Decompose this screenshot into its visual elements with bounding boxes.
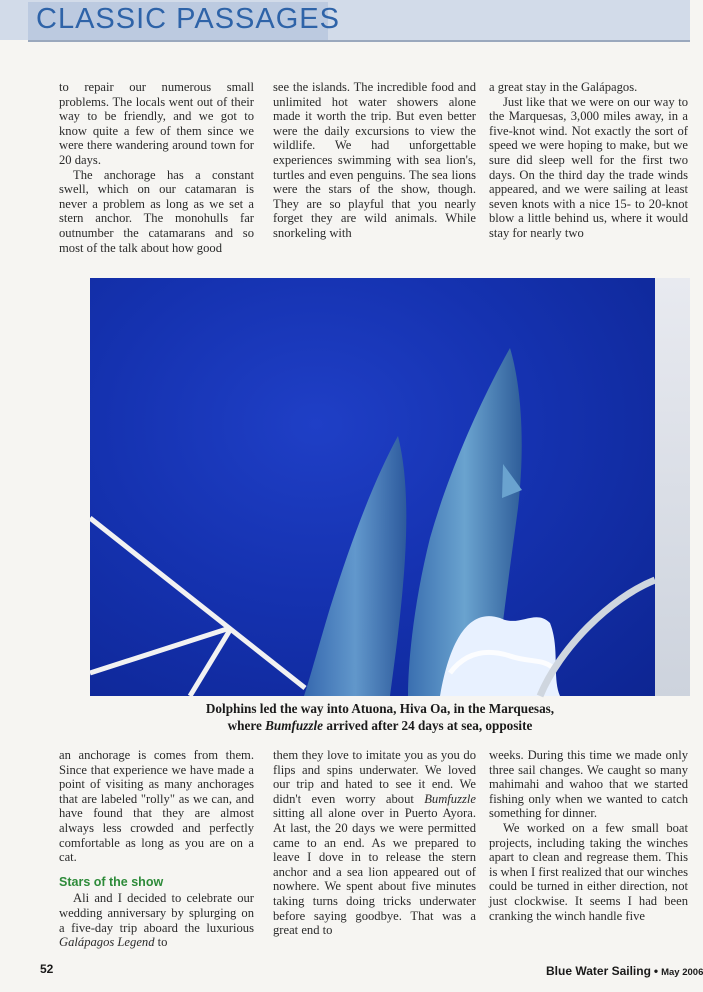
bottom-column-2: [273, 748, 476, 960]
caption-text: arrived after 24 days at sea, opposite: [323, 718, 533, 733]
paragraph-text: to: [154, 935, 168, 950]
paragraph: weeks. During this time we made only three sail changes. We caught so many mahimahi and wahoo that we started fishing only when we wanted to catch something for dinner.: [489, 748, 688, 821]
running-footer: [546, 964, 703, 978]
footer-separator: •: [653, 964, 659, 978]
caption-line-1: Dolphins led the way into Atuona, Hiva Oa, in the Marquesas,: [205, 701, 555, 716]
dolphins-photo: [90, 278, 655, 696]
paragraph: a great stay in the Galápagos.: [489, 80, 638, 94]
bottom-column-3: [489, 748, 688, 960]
top-column-3: [489, 80, 688, 262]
boat-name: Bumfuzzle: [424, 791, 476, 806]
subhead: Stars of the show: [59, 874, 164, 889]
header-rule: [28, 40, 690, 42]
paragraph: an anchorage is comes from them. Since that experience we have made a point of visiting as many anchorages that are labeled "rolly" as we can, and have found that they are almost always less crowded and perfectly comfortable as long as you are on a cat.: [59, 748, 254, 865]
section-title: CLASSIC PASSAGES: [36, 3, 340, 35]
paragraph: see the islands. The incredible food and unlimited hot water showers alone made it worth the trip. But even better were the daily excursions to view the wildlife. We had unforgettable experiences swimming with sea lion's, turtles and even penguins. The sea lions were the stars of the show, though. They are so playful that you nearly forget they are wild animals. While snorkeling with: [273, 80, 476, 240]
bottom-column-1: [59, 748, 254, 960]
issue-date: May 2006: [661, 967, 703, 978]
dolphins-illustration: [90, 278, 655, 696]
dolphin-left: [304, 436, 406, 696]
opposite-page-edge: [655, 278, 690, 696]
top-column-2: [273, 80, 476, 262]
paragraph: Just like that we were on our way to the Marquesas, 3,000 miles away, in a five-knot wind. Not exactly the sort of speed we were hoping to make, but we sure did sleep well for the first two days. On the third day the trade winds appeared, and we were sailing at least seven knots with a nice 15- to 20-knot blow a little behind us, where it would stay for nearly two: [489, 94, 688, 240]
paragraph: We worked on a few small boat projects, including taking the winches apart to clean and regrease them. This is when I first realized that our winches could be turned in either direction, not just clockwise. It seems I had been cranking the winch handle five: [489, 820, 688, 923]
paragraph-text: Ali and I decided to celebrate our wedding anniversary by splurging on a five-day trip aboard the luxurious: [59, 891, 254, 935]
caption-line-2: [120, 717, 640, 734]
paragraph: [59, 891, 254, 949]
paragraph-text: them they love to imitate you as you do flips and spins underwater. We loved our trip and hated to see it end. We didn't even worry about: [273, 748, 476, 806]
page-number: 52: [40, 962, 54, 976]
caption-text: where: [227, 718, 266, 733]
top-column-1: [59, 80, 254, 262]
paragraph: The anchorage has a constant swell, which on our catamaran is never a problem as long as we set a stern anchor. The monohulls far outnumber the catamarans and so most of the talk about how good: [59, 167, 254, 255]
paragraph-text: sitting all alone over in Puerto Ayora. At last, the 20 days we were permitted came to an end. As we prepared to leave I dove in to release the stern anchor and a sea lion appeared out of nowhere. We spent about five minutes taking turns doing tricks underwater before saying goodbye. That was a great end to: [273, 806, 476, 938]
caption-boat-name: Bumfuzzle: [265, 718, 324, 733]
paragraph: to repair our numerous small problems. The locals went out of their way to be friendly, and we got to know quite a few of them since we were there wandering around town for 20 days.: [59, 80, 254, 167]
magazine-name: Blue Water Sailing: [546, 964, 651, 978]
ship-name: Galápagos Legend: [59, 935, 155, 950]
paragraph: [273, 748, 476, 938]
photo-caption: [120, 700, 640, 734]
boat-rail: [540, 580, 655, 696]
